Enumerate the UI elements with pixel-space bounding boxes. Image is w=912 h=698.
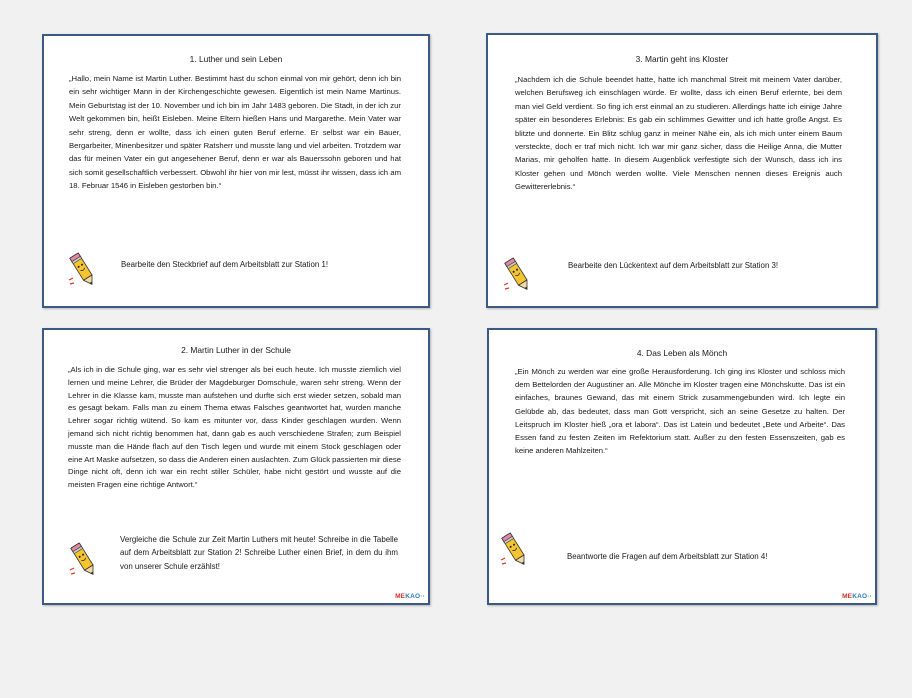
card-text: „Hallo, mein Name ist Martin Luther. Bestimmt hast du schon einmal von mir gehört, denn ich bin ein sehr wichtiger Mann in der Kirchengeschichte gewesen. Eigentlich ist mein Name Martinus. Mein Geburtstag ist der 10. November und ich bin im Jahr 1483 geboren. Die Stadt, in der ich zur Welt gekommen bin, heißt Eisleben. Meine Eltern hießen Hans und Margarethe. Mein Vater war sehr streng, denn er wollte, dass ich einen guten Beruf erlerne. Er selbst war ein Bauer, Bergarbeiter, Minenbesitzer und später Ratsherr und musste lang und viel arbeiten. Trotzdem war das für meinen Vater ein gut angesehener Beruf, denn er war als Bauerssohn geboren und hat sich somit gesellschaftlich verbessert. Obwohl ihr hier von mir lest, müsst ihr wissen, dass ich am 18. Februar 1546 in Eisleben gestorben bin.“ [69,74,402,191]
card-text: „Nachdem ich die Schule beendet hatte, hatte ich manchmal Streit mit meinem Vater darüber, welchen Berufsweg ich einschlagen würde. Er wollte, dass ich einen Beruf erlernte, bei dem man viel Geld verdient. So fing ich erst einmal an zu studieren. Allerdings hatte ich einige Jahre später ein besonderes Erlebnis: Es gab ein schlimmes Gewitter und ich hatte große Angst. Es blitzte und donnerte. Ein Blitz schlug ganz in meiner Nähe ein, als ich mich unter einem Baum versteckte, doch er traf mich nicht. Ich war mir ganz sicher, dass die Heilige Anna, die Mutter Marias, mir geholfen hatte. In diesem Augenblick verfestigte sich der Wunsch, dass ich ins Kloster gehen und Mönch werden wollte. Viele Menschen nennen dieses Ereignis auch Gewittererlebnis.“ [515,75,842,192]
station-card-2 [42,328,430,605]
card-title: 3. Martin geht ins Kloster [635,54,729,64]
station-card-3 [486,33,878,308]
pencil-mascot-icon [66,540,102,580]
logo-text-2: KAO [405,593,421,600]
pencil-mascot-icon [65,250,101,290]
logo-text-3: ·· [420,593,425,600]
station-card-1 [42,34,430,308]
logo-text-1: ME [395,593,406,600]
station-card-4 [487,328,877,605]
card-title: 1. Luther und sein Leben [189,54,283,64]
logo-text-1: ME [842,593,853,600]
task-instruction: Beantworte die Fragen auf dem Arbeitsblatt zur Station 4! [567,552,768,561]
card-title: 2. Martin Luther in der Schule [181,345,291,355]
task-instruction: Vergleiche die Schule zur Zeit Martin Luthers mit heute! Schreibe in die Tabelle auf dem Arbeitsblatt zur Station 2! Schreibe Luther einen Brief, in dem du ihm von unserer Schule erzählst! [120,535,398,571]
publisher-logo [842,593,872,600]
card-text: „Als ich in die Schule ging, war es sehr viel strenger als bei euch heute. Ich musste ziemlich viel lernen und meine Lehrer, die Brüder der Magdeburger Domschule, waren sehr streng. Wenn der Lehrer in die Klasse kam, musste man aufstehen und durfte sich erst wieder setzen, sobald man es gesagt bekam. Falls man zu einem Thema etwas Falsches geantwortet hat, wurden manche Lehrer sogar richtig wütend. So kam es mitunter vor, dass Kinder geschlagen wurden. Wenn jemand sich nicht richtig benommen hat, dann gab es auch verschiedene Strafen; zum Beispiel musste man die Hände flach auf den Tisch legen und wurde mit einem Stock geschlagen oder eine Art Maske aufsetzen, so dass die Anderen einen auslachten. Zum Glück passierten mir diese Dinge nicht oft, denn ich war ein recht stiller Schüler, habe nicht gestört und wusste auf die meisten Fragen eine richtige Antwort.“ [68,365,401,490]
task-instruction: Bearbeite den Lückentext auf dem Arbeitsblatt zur Station 3! [568,261,779,270]
task-instruction: Bearbeite den Steckbrief auf dem Arbeitsblatt zur Station 1! [121,260,329,269]
card-text: „Ein Mönch zu werden war eine große Herausforderung. Ich ging ins Kloster und schloss mich dem Bettelorden der Augustiner an. Alle Mönche im Kloster tragen eine Mönchskutte. Das ist ein einfaches, braunes Gewand, das mit einem Strick zusammengebunden wird. Ich legte ein Gelübde ab, das bedeutet, dass man Gott verspricht, sich an seine Gesetze zu halten. Der Leitspruch im Kloster hieß „ora et labora“. Das ist Latein und bedeutet „Bete und Arbeite“. Das Essen fand zu festen Zeiten im Refektorium statt. Außer zu den festen Essenszeiten, gab es keine anderen Mahlzeiten.“ [515,367,845,456]
pencil-mascot-icon [500,255,536,295]
logo-text-2: KAO [852,593,868,600]
card-title: 4. Das Leben als Mönch [636,348,728,358]
logo-text-3: ·· [867,593,872,600]
pencil-mascot-icon [497,530,533,570]
publisher-logo [395,593,425,600]
